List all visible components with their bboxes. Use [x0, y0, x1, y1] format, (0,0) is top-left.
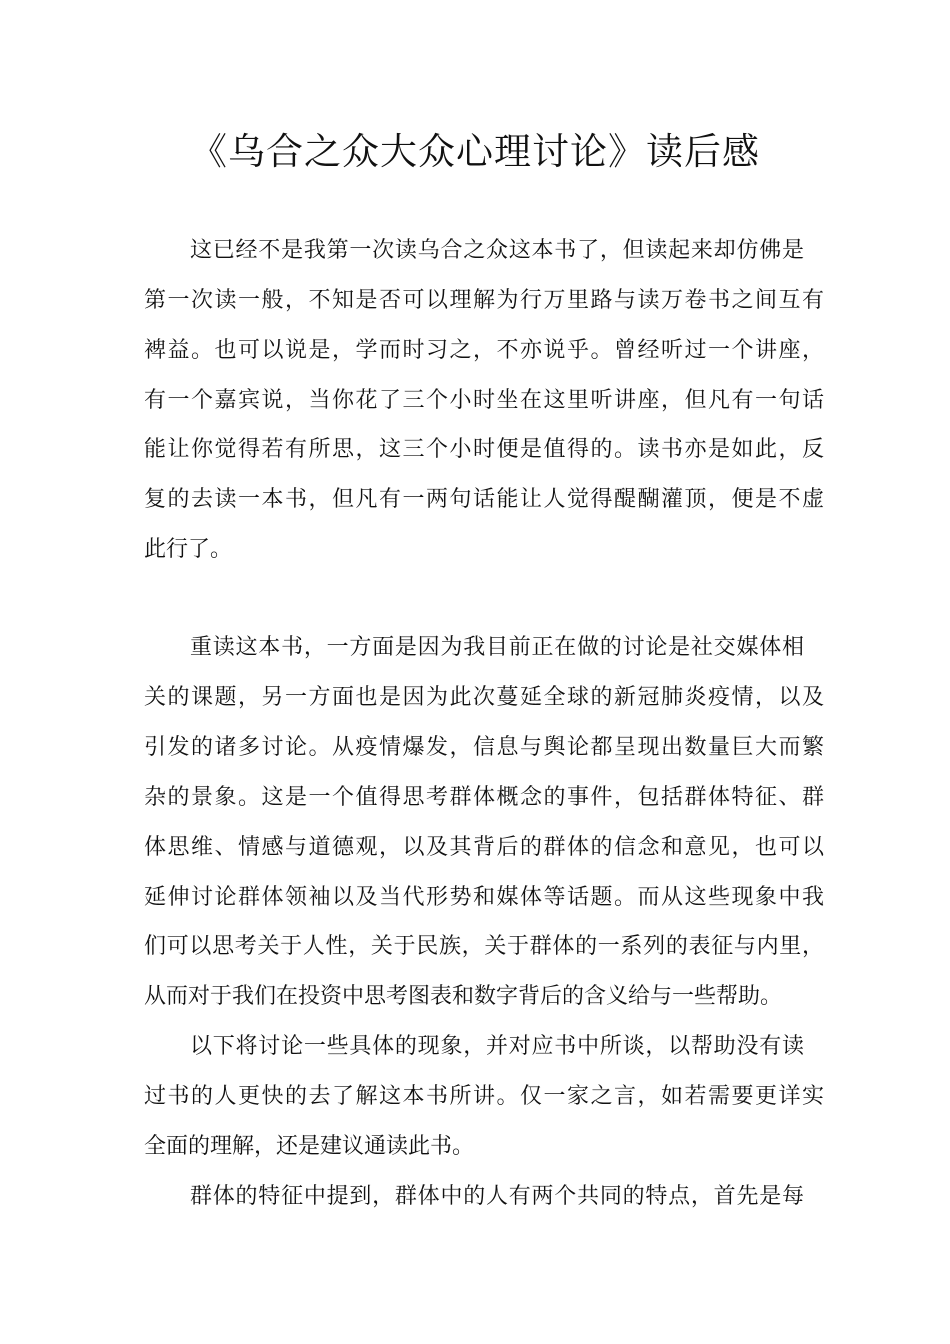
paragraph-line: 能让你觉得若有所思，这三个小时便是值得的。读书亦是如此，反: [144, 437, 824, 462]
paragraph-line: 体思维、情感与道德观，以及其背后的群体的信念和意见，也可以: [144, 835, 824, 860]
paragraph-line: 有一个嘉宾说，当你花了三个小时坐在这里听讲座，但凡有一句话: [144, 388, 824, 413]
paragraph-line: 全面的理解，还是建议通读此书。: [144, 1134, 475, 1159]
paragraph-line: 关的课题，另一方面也是因为此次蔓延全球的新冠肺炎疫情，以及: [144, 685, 824, 710]
paragraph-line: 复的去读一本书，但凡有一两句话能让人觉得醍醐灌顶，便是不虚: [144, 487, 824, 512]
paragraph-line: 重读这本书，一方面是因为我目前正在做的讨论是社交媒体相: [190, 635, 804, 660]
paragraph-line: 以下将讨论一些具体的现象，并对应书中所谈，以帮助没有读: [190, 1034, 804, 1059]
paragraph-line: 延伸讨论群体领袖以及当代形势和媒体等话题。而从这些现象中我: [144, 885, 824, 910]
paragraph-line: 裨益。也可以说是，学而时习之，不亦说乎。曾经听过一个讲座，: [144, 338, 824, 363]
paragraph-line: 第一次读一般，不知是否可以理解为行万里路与读万卷书之间互有: [144, 288, 824, 313]
paragraph-line: 群体的特征中提到，群体中的人有两个共同的特点，首先是每: [190, 1184, 804, 1209]
paragraph-line: 从而对于我们在投资中思考图表和数字背后的含义给与一些帮助。: [144, 984, 783, 1009]
paragraph-line: 这已经不是我第一次读乌合之众这本书了，但读起来却仿佛是: [190, 238, 804, 263]
document-title: 《乌合之众大众心理讨论》读后感: [190, 130, 760, 173]
paragraph-line: 杂的景象。这是一个值得思考群体概念的事件，包括群体特征、群: [144, 785, 824, 810]
paragraph-line: 此行了。: [144, 537, 233, 562]
paragraph-line: 过书的人更快的去了解这本书所讲。仅一家之言，如若需要更详实: [144, 1084, 824, 1109]
paragraph-line: 们可以思考关于人性，关于民族，关于群体的一系列的表征与内里，: [144, 934, 824, 959]
paragraph-line: 引发的诸多讨论。从疫情爆发，信息与舆论都呈现出数量巨大而繁: [144, 735, 824, 760]
